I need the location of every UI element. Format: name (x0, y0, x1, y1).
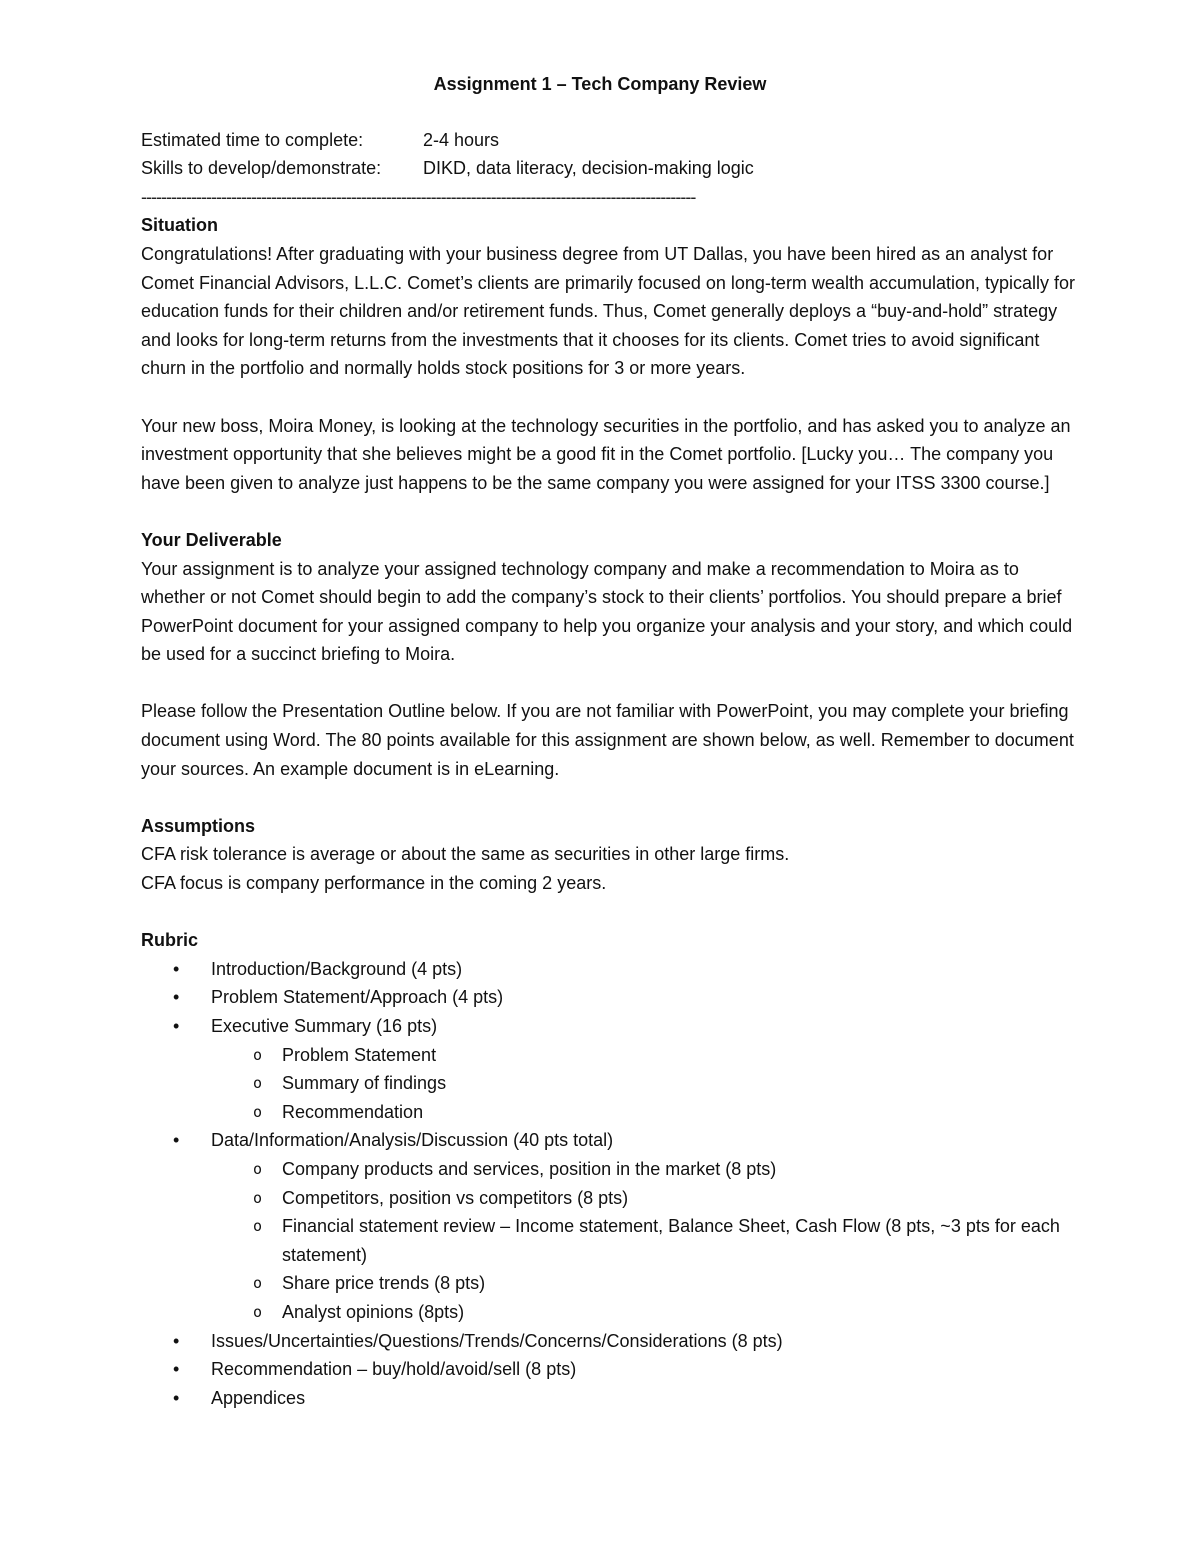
rubric-item-label: Appendices (211, 1387, 306, 1408)
bullet-icon: • (173, 1330, 180, 1351)
rubric-item (141, 1126, 1080, 1326)
rubric-subitem (211, 1298, 1080, 1327)
rubric-subitem-label: Summary of findings (282, 1073, 447, 1094)
circle-bullet-icon: o (253, 1188, 263, 1207)
time-row (141, 126, 1080, 155)
assignment-meta (141, 126, 1080, 183)
circle-bullet-icon: o (253, 1074, 263, 1093)
skills-label: Skills to develop/demonstrate: (141, 158, 382, 179)
rubric-sublist (211, 1041, 1080, 1127)
rubric-subitem-label: Problem Statement (282, 1044, 437, 1065)
time-label: Estimated time to complete: (141, 129, 364, 150)
deliverable-paragraph-2: Please follow the Presentation Outline below. If you are not familiar with PowerPoint, you may complete your briefing document using Word. The 80 points available for this assignment are shown below, as well. Remember to document your sources. An example document is in eLearning. (141, 701, 1074, 779)
rubric-item-label: Recommendation – buy/hold/avoid/sell (8 pts) (211, 1359, 577, 1380)
rubric-item-label: Problem Statement/Approach (4 pts) (211, 987, 504, 1008)
bullet-icon: • (173, 1130, 180, 1151)
skills-value: DIKD, data literacy, decision-making logic (423, 158, 754, 179)
assumption-line-2: CFA focus is company performance in the coming 2 years. (141, 873, 607, 894)
rubric-item-label: Executive Summary (16 pts) (211, 1016, 438, 1036)
document-title: Assignment 1 – Tech Company Review (433, 74, 767, 94)
rubric-subitem (211, 1212, 1080, 1269)
rubric-subitem (211, 1184, 1080, 1213)
rubric-item-label: Data/Information/Analysis/Discussion (40 pts total) (211, 1130, 614, 1151)
rubric-subitem (211, 1041, 1080, 1070)
assumptions-section (141, 812, 1080, 898)
rubric-item-label: Introduction/Background (4 pts) (211, 958, 463, 979)
bullet-icon: • (173, 958, 180, 979)
rubric-item (141, 1327, 1080, 1356)
rubric-section (141, 926, 1080, 1412)
assumptions-heading: Assumptions (141, 815, 256, 836)
assumption-line-1: CFA risk tolerance is average or about the same as securities in other large firms. (141, 844, 790, 865)
circle-bullet-icon: o (253, 1159, 263, 1178)
circle-bullet-icon: o (253, 1102, 263, 1121)
deliverable-heading: Your Deliverable (141, 529, 282, 550)
rubric-subitem (211, 1069, 1080, 1098)
rubric-item (141, 1384, 1080, 1413)
situation-paragraph-1: Congratulations! After graduating with your business degree from UT Dallas, you have been hired as an analyst for Comet Financial Advisors, L.L.C. Comet’s clients are primarily focused on long-term wealth accumulation, typically for education funds for their children and/or retirement funds. Thus, Comet generally deploys a “buy-and-hold” strategy and looks for long-term returns from the investments that it chooses for its clients. Comet tries to avoid significant churn in the portfolio and normally holds stock positions for 3 or more years. (141, 243, 1076, 379)
circle-bullet-icon: o (253, 1302, 263, 1321)
rubric-item (141, 1355, 1080, 1384)
skills-row (141, 154, 1080, 183)
rubric-subitem (211, 1155, 1080, 1184)
rubric-subitem (211, 1269, 1080, 1298)
situation-paragraph-2: Your new boss, Moira Money, is looking at the technology securities in the portfolio, and has asked you to analyze an investment opportunity that she believes might be a good fit in the Comet portfolio. [Lucky you… The company you have been given to analyze just happens to be the same company you were assigned for your ITSS 3300 course.] (141, 415, 1071, 493)
bullet-icon: • (173, 987, 180, 1008)
rubric-sublist (211, 1155, 1080, 1327)
rubric-subitem (211, 1098, 1080, 1127)
rubric-item (141, 1012, 1080, 1126)
rubric-item-label: Issues/Uncertainties/Questions/Trends/Concerns/Considerations (8 pts) (211, 1330, 783, 1351)
circle-bullet-icon: o (253, 1045, 263, 1064)
circle-bullet-icon: o (253, 1217, 263, 1236)
bullet-icon: • (173, 1387, 180, 1408)
rubric-subitem-label: Financial statement review – Income statement, Balance Sheet, Cash Flow (8 pts, ~3 pts for each statement) (282, 1216, 1060, 1265)
rubric-subitem-label: Recommendation (282, 1101, 424, 1122)
rubric-subitem-label: Competitors, position vs competitors (8 pts) (282, 1187, 629, 1208)
rubric-subitem-label: Analyst opinions (8pts) (282, 1301, 465, 1322)
rubric-subitem-label: Share price trends (8 pts) (282, 1273, 486, 1294)
situation-section (141, 211, 1080, 497)
bullet-icon: • (173, 1016, 180, 1036)
bullet-icon: • (173, 1359, 180, 1380)
divider-line: --------------------------------------------------------------------------------------------------------------- (141, 186, 696, 207)
rubric-item (141, 955, 1080, 984)
deliverable-paragraph-1: Your assignment is to analyze your assigned technology company and make a recommendation to Moira as to whether or not Comet should begin to add the company’s stock to their clients’ portfolios. You should prepare a brief PowerPoint document for your assigned company to help you organize your analysis and your story, and which could be used for a succinct briefing to Moira. (141, 558, 1073, 665)
time-value: 2-4 hours (423, 129, 500, 150)
circle-bullet-icon: o (253, 1274, 263, 1293)
rubric-heading: Rubric (141, 930, 199, 951)
situation-heading: Situation (141, 215, 218, 236)
rubric-list (141, 955, 1080, 1413)
rubric-item (141, 983, 1080, 1012)
deliverable-section (141, 526, 1080, 783)
rubric-subitem-label: Company products and services, position in the market (8 pts) (282, 1158, 777, 1179)
